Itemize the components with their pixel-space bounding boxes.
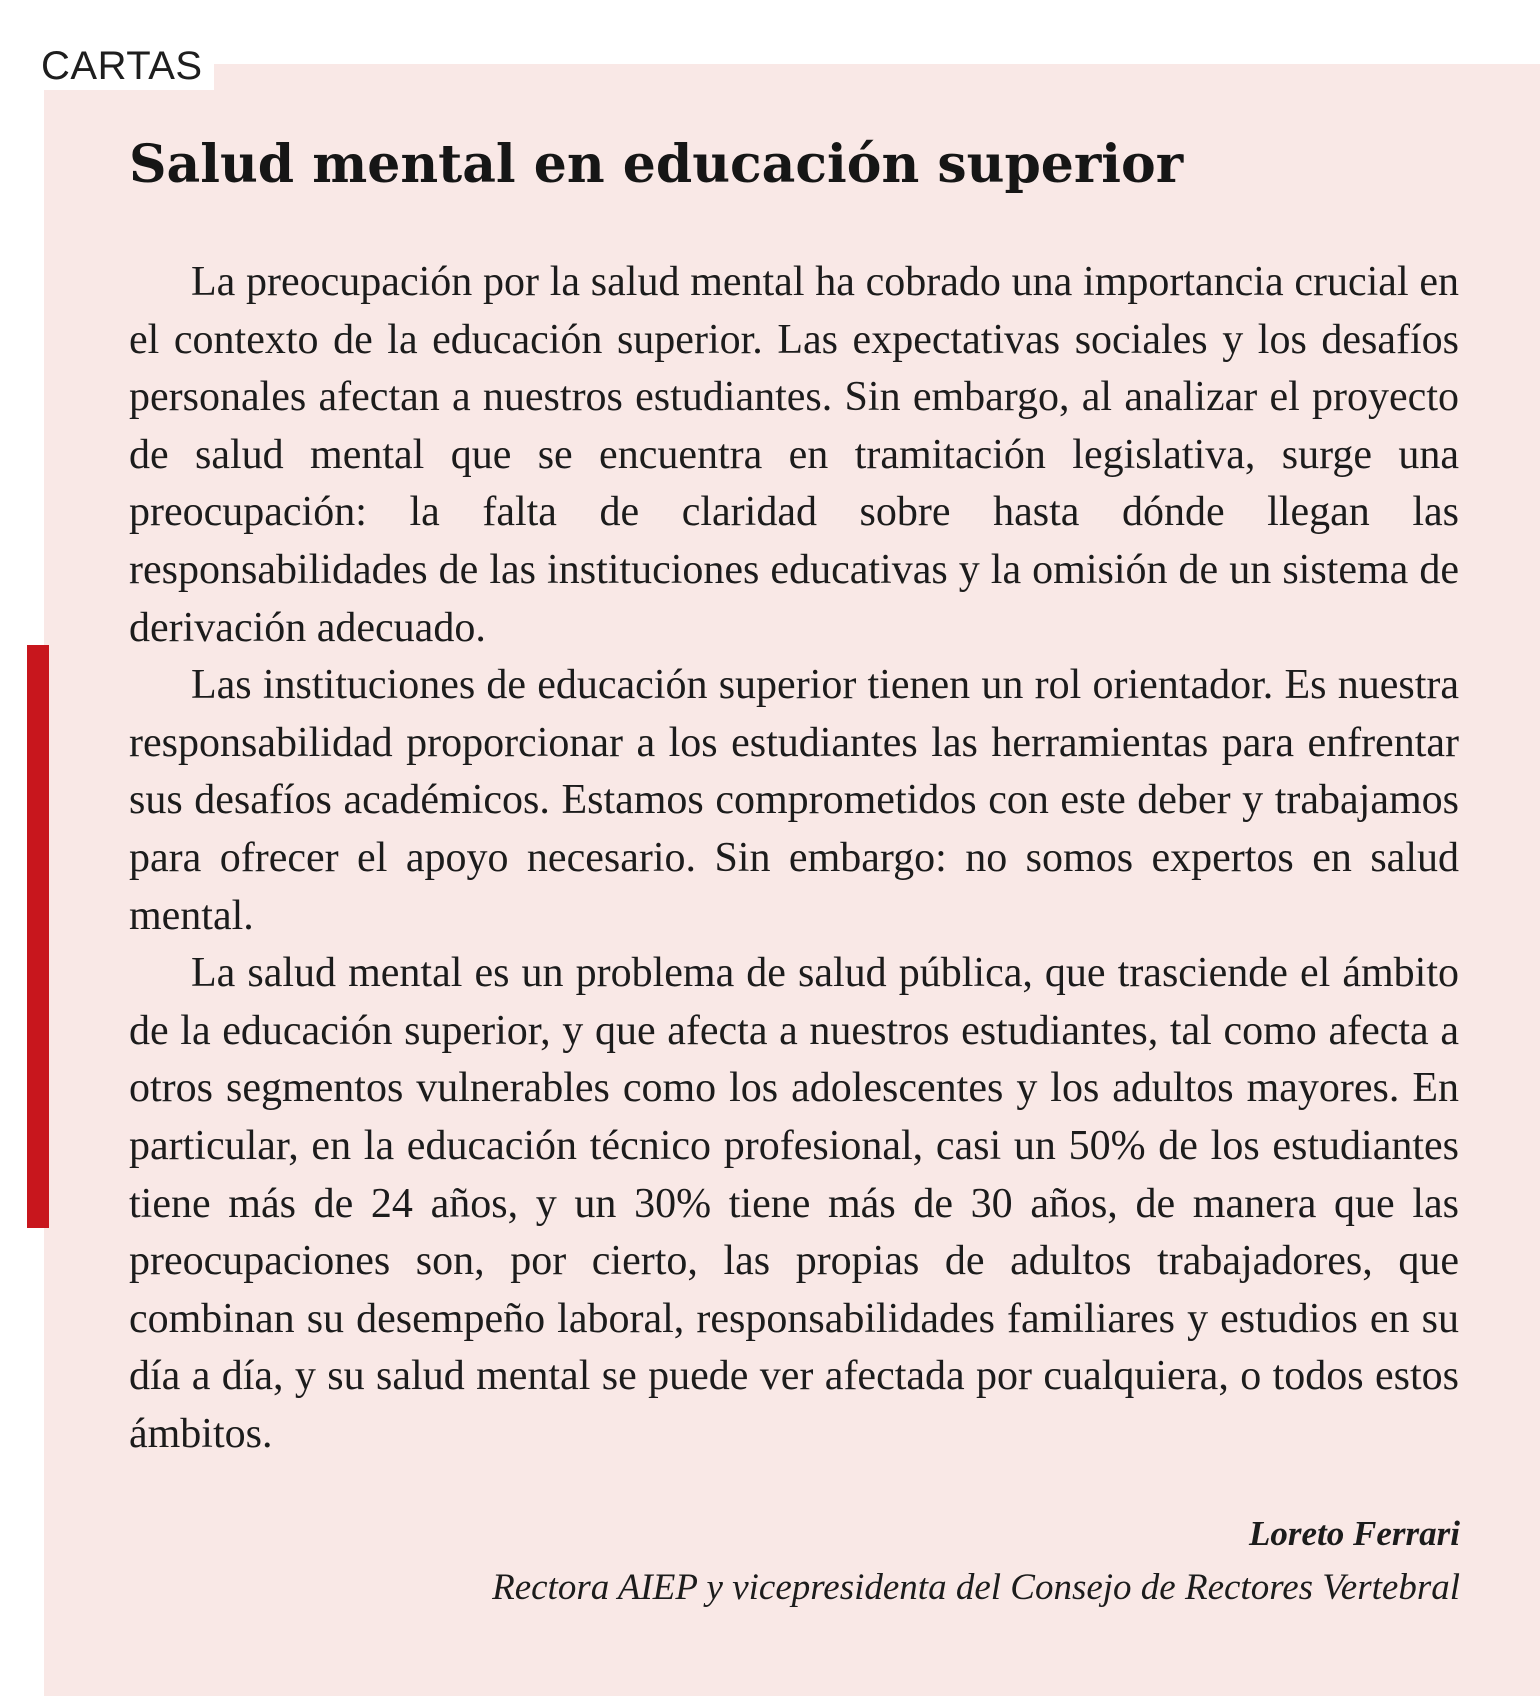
headline: Salud mental en educación superior: [129, 134, 1184, 195]
paragraph: Las instituciones de educación superior tienen un rol orientador. Es nuestra responsabilidad proporcionar a los estudiantes las herramientas para enfrentar sus desafíos académicos. Estamos comprometidos con este deber y trabajamos para ofrecer el apoyo necesario. Sin embargo: no somos expertos en salud mental.: [129, 662, 1459, 939]
paragraph: La salud mental es un problema de salud pública, que trasciende el ámbito de la educación superior, y que afecta a nuestros estudiantes, tal como afecta a otros segmentos vulnerables como los adolescentes y los adultos mayores. En particular, en la educación técnico profesional, casi un 50% de los estudiantes tiene más de 24 años, y un 30% tiene más de 30 años, de manera que las preocupaciones son, por cierto, las propias de adultos trabajadores, que combinan su desempeño laboral, responsabilidades familiares y estudios en su día a día, y su salud mental se puede ver afectada por cualquiera, o todos estos ámbitos.: [129, 950, 1459, 1457]
letter-body: [129, 254, 1459, 1463]
author-role: Rectora AIEP y vicepresidenta del Consejo de Rectores Vertebral: [492, 1567, 1460, 1608]
accent-bar: [27, 645, 49, 1228]
signature: [492, 1508, 1460, 1616]
section-label: CARTAS: [41, 44, 203, 88]
author-name: Loreto Ferrari: [1249, 1514, 1460, 1553]
paragraph: La preocupación por la salud mental ha cobrado una importancia crucial en el contexto de la educación superior. Las expectativas sociales y los desafíos personales afectan a nuestros estudiantes. Sin embargo, al analizar el proyecto de salud mental que se encuentra en tramitación legislativa, surge una preocupación: la falta de claridad sobre hasta dónde llegan las responsabilidades de las instituciones educativas y la omisión de un sistema de derivación adecuado.: [129, 259, 1459, 651]
